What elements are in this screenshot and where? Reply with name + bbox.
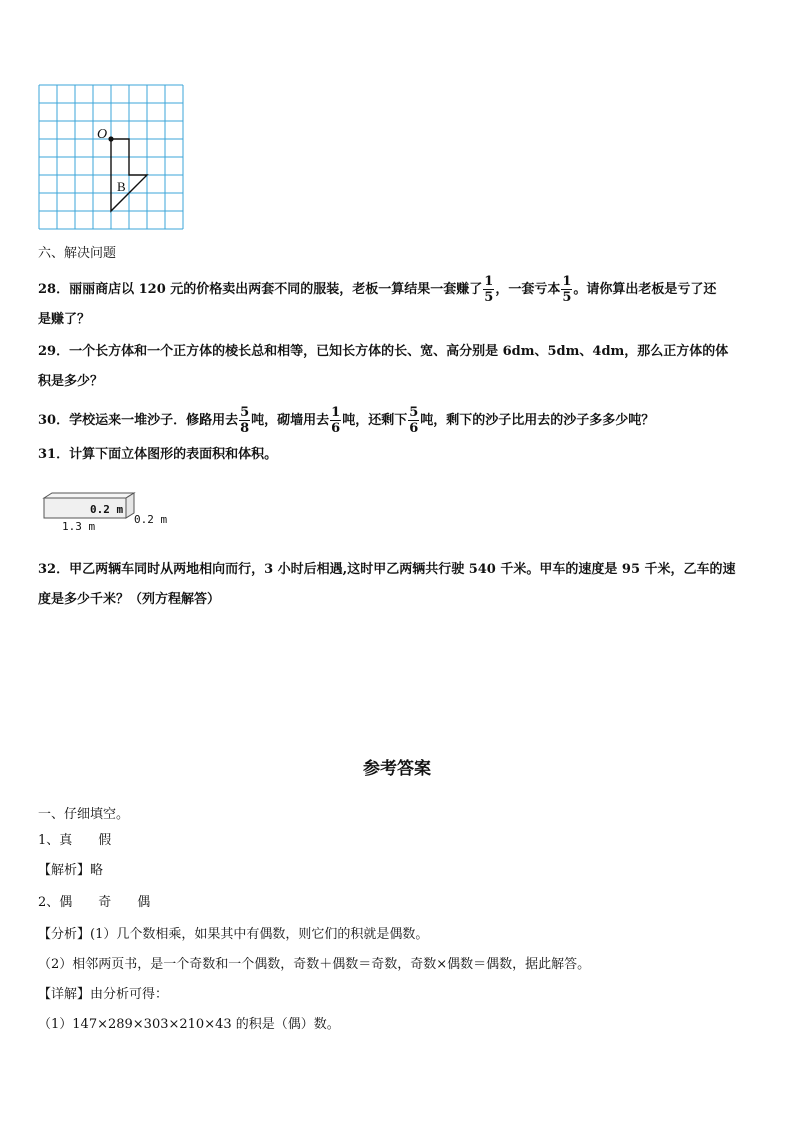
answer-1: 1、真 假	[38, 833, 112, 848]
grid-figure	[38, 84, 188, 232]
q28-text-b: ，一套亏本	[495, 282, 561, 297]
answers-title: 参考答案	[363, 759, 431, 779]
question-28-line2: 是赚了？	[38, 312, 91, 327]
question-29: 29．一个长方体和一个正方体的棱长总和相等，已知长方体的长、宽、高分别是 6dm、5dm、4dm，那么正方体的体	[38, 344, 729, 359]
shape-b-label: B	[117, 179, 126, 194]
question-32: 32．甲乙两辆车同时从两地相向而行，3 小时后相遇,这时甲乙两辆共行驶 540 千米。甲车的速度是 95 千米，乙车的速	[38, 562, 736, 577]
question-30: 30．学校运来一堆沙子．修路用去 $\frac{5}{8}$ 吨，砌墙用去 $\frac{1}{6}$ 吨，还剩下 $\frac{5}{6}$ 吨，剩下的沙子比用去的沙子多多少吨？	[38, 405, 655, 436]
answers-section-1: 一、仔细填空。	[38, 807, 130, 822]
answer-1-analysis: 【解析】略	[38, 863, 104, 878]
answer-2: 2、偶 奇 偶	[38, 895, 151, 910]
q30-fraction-3: $\frac{5}{6}$	[409, 405, 419, 436]
q28-fraction-1: $\frac{1}{5}$	[484, 274, 494, 305]
cuboid-label-top: 0.2 m	[90, 503, 124, 516]
question-29-line2: 积是多少？	[38, 374, 104, 389]
answer-2-line2: （2）相邻两页书，是一个奇数和一个偶数，奇数＋偶数＝奇数，奇数×偶数＝偶数，据此解答。	[38, 957, 591, 972]
cuboid-right-face	[126, 493, 134, 518]
answer-2-analysis: 【分析】(1）几个数相乘，如果其中有偶数，则它们的积就是偶数。	[38, 927, 429, 942]
cuboid-label-bottom: 1.3 m	[62, 520, 96, 533]
cuboid-label-right: 0.2 m	[134, 513, 168, 526]
q28-text-c: 。请你算出老板是亏了还	[573, 282, 717, 297]
answer-2-line4: （1）147×289×303×210×43 的积是（偶）数。	[38, 1017, 340, 1032]
q28-fraction-2: $\frac{1}{5}$	[562, 274, 572, 305]
q30-fraction-1: $\frac{5}{8}$	[240, 405, 250, 436]
question-32-line2: 度是多少千米？（列方程解答）	[38, 592, 221, 607]
answer-2-detail: 【详解】由分析可得：	[38, 987, 169, 1002]
question-28	[38, 274, 716, 305]
cuboid-figure	[40, 490, 180, 535]
point-o-label: O	[97, 127, 108, 142]
q28-text-a: 28．丽丽商店以 120 元的价格卖出两套不同的服装，老板一算结果一套赚了	[38, 282, 483, 297]
cuboid-top-face	[44, 493, 134, 498]
point-o	[108, 136, 113, 141]
question-31: 31．计算下面立体图形的表面积和体积。	[38, 447, 278, 462]
q30-fraction-2: $\frac{1}{6}$	[331, 405, 341, 436]
section6-heading: 六、解决问题	[38, 246, 117, 261]
